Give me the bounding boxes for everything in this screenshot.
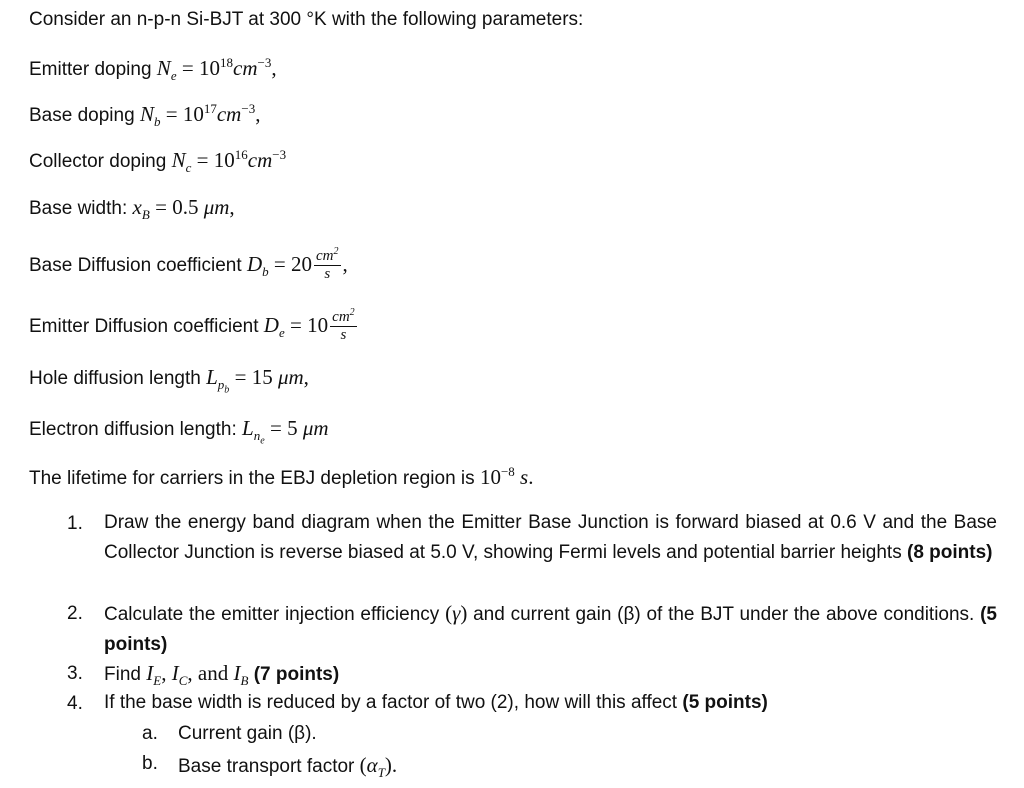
base-width-label: Base width:	[29, 198, 128, 219]
intro-text: Consider an n-p-n Si-BJT at 300 °K with the following parameters:	[29, 9, 584, 30]
emitter-diff-value: 10	[307, 313, 329, 337]
base-doping-line: Base doping $N_b = 10^{17}cm^{-3}$,	[29, 101, 261, 130]
emitter-diff-line: Emitter Diffusion coefficient $D_e = 10$ $\frac{cm^2}{s}$	[29, 307, 355, 344]
lifetime-value: 10	[479, 465, 501, 489]
base-diff-label: Base Diffusion coefficient	[29, 255, 242, 276]
question-4-points: (5 points)	[682, 692, 768, 713]
question-2: Calculate the emitter injection efficiency (γ) and current gain (β) of the BJT under the above conditions. (5 points)	[104, 601, 998, 655]
electron-diff-line: Electron diffusion length: $L_{n_e} = 5$ μm	[29, 416, 329, 447]
subquestion-b: Base transport factor $(\alpha_T)$.	[178, 753, 398, 781]
question-1-number: 1.	[67, 513, 83, 534]
base-diff-value: 20	[291, 252, 313, 276]
question-1	[104, 508, 997, 568]
hole-diff-line: Hole diffusion length $L_{p_b} = 15$ μm,	[29, 365, 309, 396]
emitter-doping-value: 10	[199, 56, 220, 80]
question-1-text: Draw the energy band diagram when the Emitter Base Junction is forward biased at 0.6 V and the Base Collector Junction is reverse biased at 5.0 V, showing Fermi levels and potential barrier heights	[104, 512, 997, 563]
lifetime-exp: −8	[500, 464, 515, 479]
base-diff-line: Base Diffusion coefficient $D_b = 20$ $\frac{cm^2}{s}$ ,	[29, 246, 348, 283]
base-width-value: 0.5	[172, 195, 199, 219]
electron-diff-value: 5	[287, 416, 298, 440]
question-2-text-a: Calculate the emitter injection efficiency	[104, 604, 440, 625]
question-3-points: (7 points)	[253, 664, 340, 685]
base-diff-unit: $\frac{cm^2}{s}$	[316, 246, 339, 283]
base-doping-exp: 17	[203, 101, 217, 116]
question-2-text-b: and current gain (β) of the BJT under the above conditions.	[473, 604, 975, 625]
hole-diff-value: 15	[251, 365, 273, 389]
base-doping-value: 10	[182, 102, 204, 126]
question-3: Find $I_E$, $I_C$, and $I_B$ (7 points)	[104, 661, 340, 689]
hole-diff-label: Hole diffusion length	[29, 368, 201, 389]
emitter-diff-unit: $\frac{cm^2}{s}$	[332, 307, 355, 344]
question-4-number: 4.	[67, 693, 83, 714]
emitter-doping-label: Emitter doping	[29, 59, 152, 80]
subquestion-b-label: b.	[142, 753, 158, 774]
subquestion-b-text: Base transport factor	[178, 756, 355, 777]
question-3-text: Find	[104, 664, 141, 685]
question-2-number: 2.	[67, 603, 83, 624]
emitter-doping-line: Emitter doping $N_e = 10^{18}cm^{-3}$,	[29, 55, 277, 84]
lifetime-text: The lifetime for carriers in the EBJ depletion region is	[29, 468, 475, 489]
question-2-points: (5 points)	[104, 604, 998, 655]
subquestion-a-label: a.	[142, 723, 158, 744]
subquestion-a-text: Current gain (β).	[178, 723, 317, 744]
question-1-points: (8 points)	[907, 542, 993, 563]
base-doping-label: Base doping	[29, 105, 135, 126]
emitter-diff-label: Emitter Diffusion coefficient	[29, 316, 259, 337]
collector-doping-line: Collector doping $N_c = 10^{16}cm^{-3}$	[29, 147, 287, 176]
collector-doping-label: Collector doping	[29, 151, 167, 172]
electron-diff-label: Electron diffusion length:	[29, 419, 237, 440]
lifetime-line: The lifetime for carriers in the EBJ depletion region is $10^{-8}$ s.	[29, 464, 534, 489]
collector-doping-value: 10	[213, 148, 235, 172]
emitter-doping-exp: 18	[220, 55, 233, 70]
base-width-line: Base width: $x_B = 0.5$ μm,	[29, 195, 235, 223]
question-3-number: 3.	[67, 663, 83, 684]
collector-doping-exp: 16	[234, 147, 248, 162]
question-4-text: If the base width is reduced by a factor of two (2), how will this affect	[104, 692, 678, 713]
question-4	[104, 688, 997, 718]
